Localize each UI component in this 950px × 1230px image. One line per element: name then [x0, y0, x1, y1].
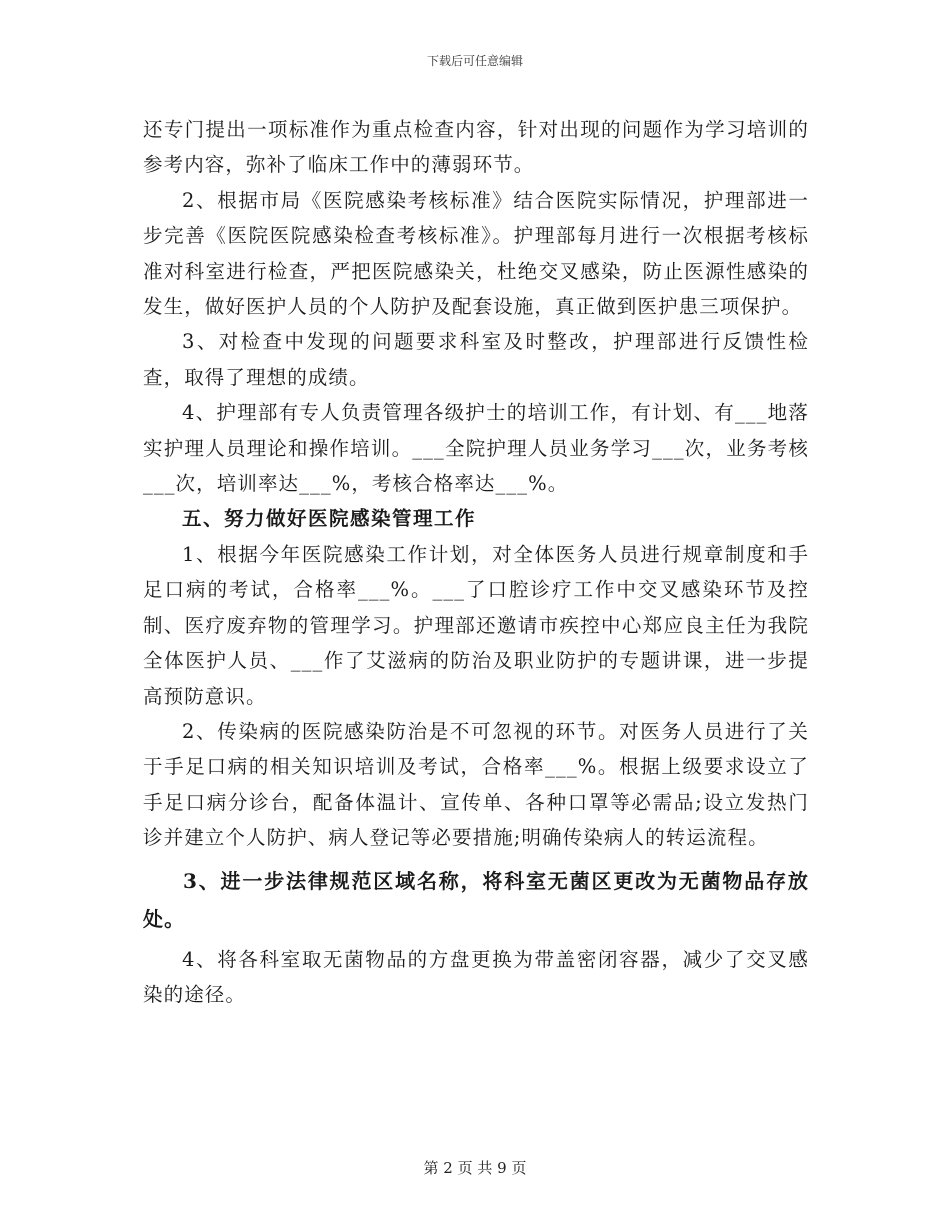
page-header: 下载后可任意编辑 [426, 54, 523, 68]
paragraph-section5-item-4: 4、将各科室取无菌物品的方盘更换为带盖密闭容器，减少了交叉感染的途径。 [143, 947, 809, 1006]
paragraph-item-3: 3、对检查中发现的问题要求科室及时整改，护理部进行反馈性检查，取得了理想的成绩。 [143, 330, 809, 389]
paragraph-section5-item-3-bold: 3、进一步法律规范区域名称，将科室无菌区更改为无菌物品存放处。 [143, 868, 809, 931]
page-number-footer: 第 2 页 共 9 页 [423, 1159, 527, 1177]
section-heading-5: 五、努力做好医院感染管理工作 [182, 507, 477, 531]
paragraph-item-4: 4、护理部有专人负责管理各级护士的培训工作，有计划、有___地落实护理人员理论和操作培训。___全院护理人员业务学习___次，业务考核___次，培训率达___%，考核合格率达___%。 [143, 401, 809, 496]
paragraph-section5-item-1: 1、根据今年医院感染工作计划，对全体医务人员进行规章制度和手足口病的考试，合格率___%。___了口腔诊疗工作中交叉感染环节及控制、医疗废弃物的管理学习。护理部还邀请市疾控中心郑应良主任为我院全体医护人员、___作了艾滋病的防治及职业防护的专题讲课，进一步提高预防意识。 [143, 542, 809, 708]
document-body [143, 112, 809, 1012]
paragraph-item-2: 2、根据市局《医院感染考核标准》结合医院实际情况，护理部进一步完善《医院医院感染检查考核标准》。护理部每月进行一次根据考核标准对科室进行检查，严把医院感染关，杜绝交叉感染，防止医源性感染的发生，做好医护人员的个人防护及配套设施，真正做到医护患三项保护。 [143, 188, 809, 319]
paragraph-continuation: 还专门提出一项标准作为重点检查内容，针对出现的问题作为学习培训的参考内容，弥补了临床工作中的薄弱环节。 [143, 118, 809, 177]
paragraph-section5-item-2: 2、传染病的医院感染防治是不可忽视的环节。对医务人员进行了关于手足口病的相关知识培训及考试，合格率___%。根据上级要求设立了手足口病分诊台，配备体温计、宣传单、各种口罩等必需品;设立发热门诊并建立个人防护、病人登记等必要措施;明确传染病人的转运流程。 [143, 719, 809, 850]
